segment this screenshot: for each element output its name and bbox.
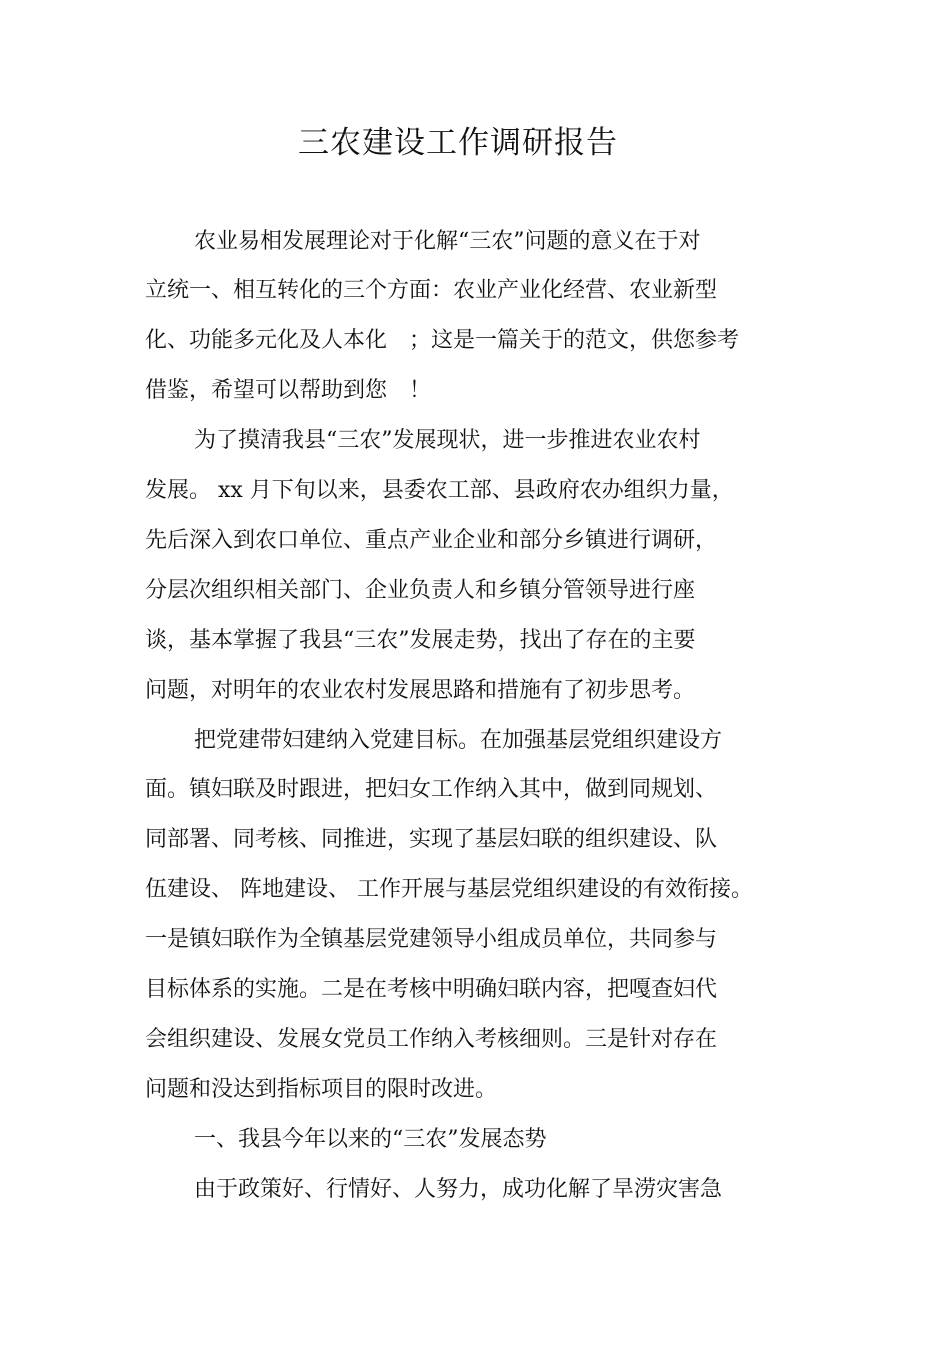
paragraph-line: 农业易相发展理论对于化解“三农”问题的意义在于对 bbox=[194, 229, 701, 254]
paragraph-line: 化、功能多元化及人本化 ；这是一篇关于的范文，供您参考 bbox=[145, 328, 740, 353]
paragraph-line: 谈，基本掌握了我县“三农”发展走势，找出了存在的主要 bbox=[145, 628, 696, 653]
paragraph-line: 同部署、同考核、同推进，实现了基层妇联的组织建设、队 bbox=[145, 827, 718, 852]
paragraph-line: 发展。 xx 月下旬以来，县委农工部、县政府农办组织力量， bbox=[145, 478, 734, 503]
paragraph-line: 目标体系的实施。二是在考核中明确妇联内容，把嘎查妇代 bbox=[145, 977, 718, 1002]
paragraph-line: 伍建设、 阵地建设、 工作开展与基层党组织建设的有效衔接。 bbox=[145, 877, 753, 902]
paragraph-line: 立统一、相互转化的三个方面：农业产业化经营、农业新型 bbox=[145, 278, 718, 303]
section-heading: 一、我县今年以来的“三农”发展态势 bbox=[194, 1127, 547, 1152]
paragraph-line: 借鉴，希望可以帮助到您 ！ bbox=[145, 378, 432, 403]
paragraph-line: 由于政策好、行情好、人努力，成功化解了旱涝灾害急 bbox=[194, 1177, 723, 1202]
paragraph-line: 问题，对明年的农业农村发展思路和措施有了初步思考。 bbox=[145, 678, 696, 703]
paragraph-line: 会组织建设、发展女党员工作纳入考核细则。三是针对存在 bbox=[145, 1027, 718, 1052]
paragraph-line: 问题和没达到指标项目的限时改进。 bbox=[145, 1077, 498, 1102]
paragraph-line: 把党建带妇建纳入党建目标。在加强基层党组织建设方 bbox=[194, 728, 723, 753]
paragraph-line: 为了摸清我县“三农”发展现状，进一步推进农业农村 bbox=[194, 428, 701, 453]
paragraph-line: 一是镇妇联作为全镇基层党建领导小组成员单位，共同参与 bbox=[145, 927, 718, 952]
paragraph-line: 分层次组织相关部门、企业负责人和乡镇分管领导进行座 bbox=[145, 578, 696, 603]
paragraph-line: 先后深入到农口单位、重点产业企业和部分乡镇进行调研， bbox=[145, 528, 718, 553]
document-title: 三农建设工作调研报告 bbox=[298, 125, 618, 161]
paragraph-line: 面。镇妇联及时跟进，把妇女工作纳入其中，做到同规划、 bbox=[145, 777, 718, 802]
